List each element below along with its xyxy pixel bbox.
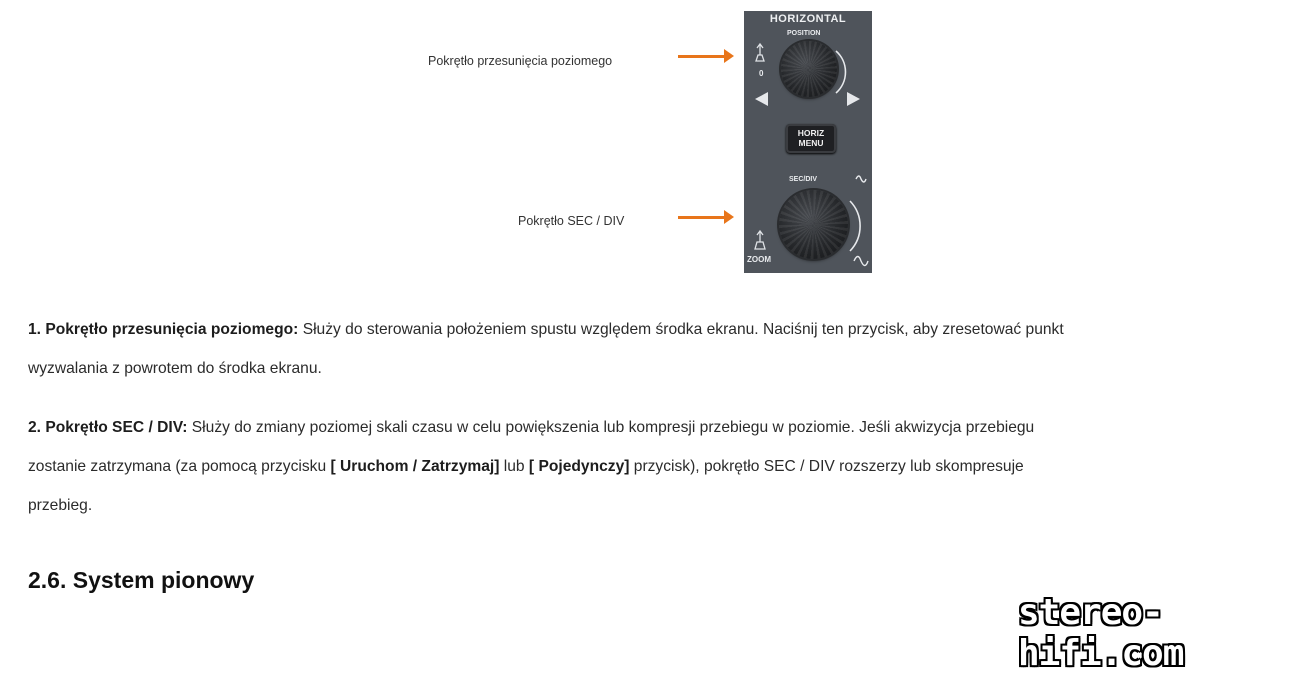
- arrow-icon: [678, 216, 725, 219]
- paragraph-1: [28, 310, 1228, 388]
- right-arrow-icon: [847, 92, 860, 106]
- push-icon: [756, 44, 764, 61]
- watermark: stereo-hifi.com: [1018, 592, 1184, 674]
- position-label: POSITION: [787, 30, 821, 37]
- rotation-arc-icon: [850, 201, 860, 251]
- run-stop-button-ref: [ Uruchom / Zatrzymaj]: [330, 458, 500, 475]
- paragraph-text: Służy do sterowania położeniem spustu względem środka ekranu. Naciśnij ten przycisk, aby zresetować punkt: [298, 321, 1064, 338]
- push-icon: [755, 231, 765, 249]
- wave-fast-icon: [856, 176, 866, 182]
- paragraph-term: 2. Pokrętło SEC / DIV:: [28, 419, 188, 436]
- single-button-ref: [ Pojedynczy]: [528, 458, 630, 475]
- paragraph-term: 1. Pokrętło przesunięcia poziomego:: [28, 321, 299, 338]
- paragraph-line: wyzwalania z powrotem do środka ekranu.: [28, 360, 322, 377]
- callout-sec-div: Pokrętło SEC / DIV: [518, 214, 625, 228]
- zero-label: 0: [759, 69, 764, 78]
- horizontal-position-knob[interactable]: [781, 41, 837, 97]
- paragraph-text: zostanie zatrzymana (za pomocą przycisku: [28, 458, 331, 475]
- button-line1: HORIZ: [797, 128, 825, 138]
- paragraph-line: [28, 408, 1228, 447]
- paragraph-line: [28, 447, 1228, 486]
- secdiv-label: SEC/DIV: [789, 176, 818, 183]
- horiz-menu-button[interactable]: [786, 124, 836, 153]
- wave-slow-icon: [854, 257, 868, 266]
- paragraph-2: [28, 408, 1228, 525]
- paragraph-text: Służy do zmiany poziomej skali czasu w celu powiększenia lub kompresji przebiegu w poziomie. Jeśli akwizycja przebiegu: [187, 419, 1035, 436]
- callout-horizontal-position: Pokrętło przesunięcia poziomego: [428, 54, 613, 68]
- section-heading: 2.6. System pionowy: [28, 567, 255, 593]
- paragraph-text: lub: [499, 458, 529, 475]
- rotation-arc-icon: [836, 51, 845, 93]
- left-arrow-icon: [755, 92, 768, 106]
- sec-div-knob[interactable]: [779, 190, 848, 259]
- button-line2: MENU: [798, 138, 824, 148]
- paragraph-text: przycisk), pokrętło SEC / DIV rozszerzy lub skompresuje: [629, 458, 1024, 475]
- paragraph-line: przebieg.: [28, 497, 93, 514]
- arrow-icon: [678, 55, 725, 58]
- zoom-label: ZOOM: [747, 255, 771, 264]
- panel-title: HORIZONTAL: [769, 13, 847, 25]
- paragraph-line: [28, 310, 1228, 349]
